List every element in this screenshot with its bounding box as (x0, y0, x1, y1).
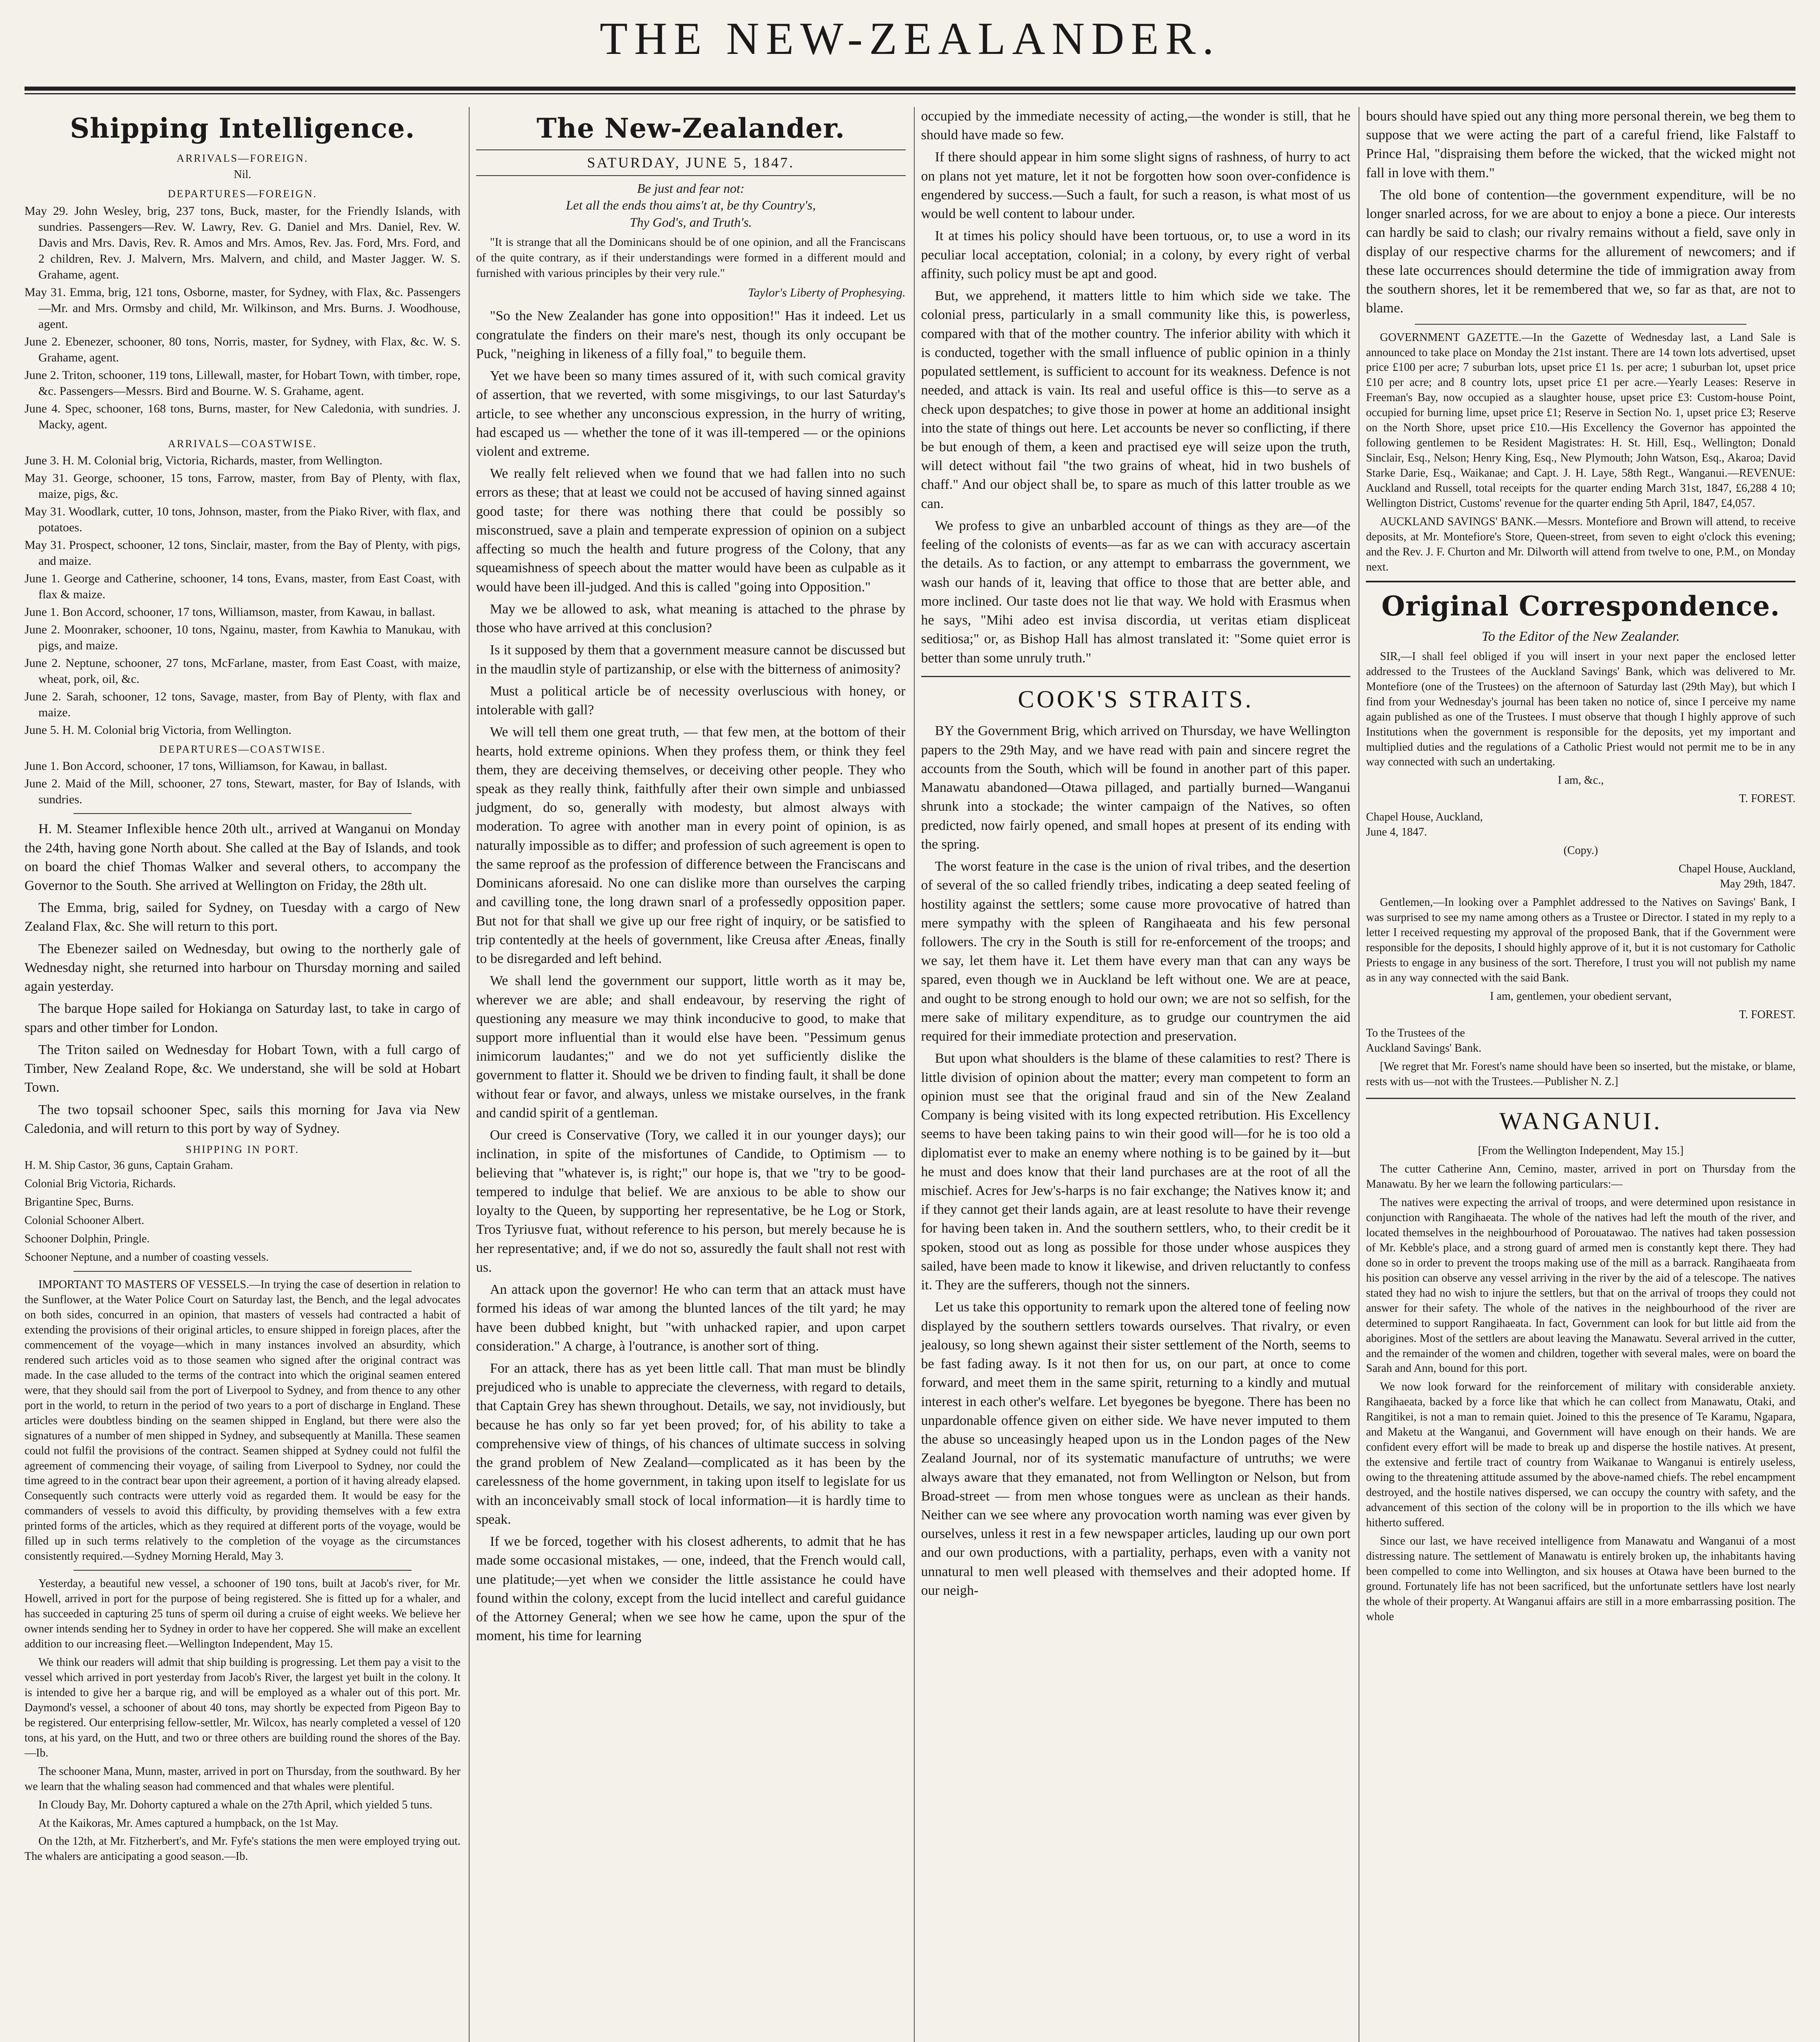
list-item: June 2. Ebenezer, schooner, 80 tons, Norris, master, for Sydney, with Flax, &c. W. S. Grahame, agent. (25, 334, 461, 364)
letter-signature: T. FOREST. (1739, 792, 1795, 805)
paragraph: The worst feature in the case is the union of rival tribes, and the desertion of several of the so called friendly tribes, indicating a deep seated feeling of hostility against the settlers; some cause more provocative of hatred than mere sympathy with the spleen of Rangihaeata and his few personal followers. The cry in the South is still for re-enforcement of the troops; and we say, let them have it. Let them have every man that can any ways be spared, even though we in Auckland be left without one. We are at peace, and ought to be strong enough to hold our own; we are not so selfish, for the mere sake of military expenditure, as to grudge our countrymen the aid required for their immediate protection and preservation. (921, 859, 1351, 1044)
paragraph: BY the Government Brig, which arrived on Thursday, we have Wellington papers to the 29th May, and we have read with pain and sincere regret the accounts from the South, which will be found in another part of this paper. Manawatu abandoned—Otawa pillaged, and partially burned—Wanganui shrunk into a stockade; the winter campaign of the Natives, so often predicted, now fairly opened, and small hopes at present of its ending with the spring. (921, 723, 1351, 852)
paragraph: If there should appear in him some slight signs of rashness, of hurry to act on plans not yet mature, let it not be forgotten how soon over-confidence is engendered by success.—Such a fault, for such a reason, is what most of us would be well content to labour under. (921, 149, 1351, 222)
paragraph: May we be allowed to ask, what meaning is attached to the phrase by those who have arrived at this conclusion? (476, 601, 906, 636)
letter-signature: T. FOREST. (1739, 1008, 1795, 1021)
paragraph: But, we apprehend, it matters little to him which side we take. The colonial press, particularly in a small community like this, is powerless, compared with that of the mother country. The inferior ability with which it is conducted, together with the small influence of public opinion in a thinly populated settlement, is sufficient to account for its weakness. Defence is not needed, and attack is vain. Its real and useful office is this—to serve as a check upon despatches; to give those in power at home an additional insight into the state of things out here. Let accounts be never so conflicting, if there be but enough of them, a keen and practised eye will seize upon the truth, will detect without fail "the two grains of wheat, hid in two bushels of chaff." And our object shall be, to spare as much of this latter trouble as we can. (921, 288, 1351, 511)
motto: Be just and fear not: Let all the ends thou aims't at, be thy Country's, Thy God's, and Truth's. (566, 181, 816, 230)
paragraph: Yesterday, a beautiful new vessel, a schooner of 190 tons, built at Jacob's river, for Mr. Howell, arrived in port for the purpose of being registered. She is fitted up for a whaler, and has succeeded in capturing 25 tuns of sperm oil during a cruise of eight weeks. We believe her owner intends sending her to Sydney in order to have her coppered. She will make an excellent addition to our increasing fleet.—Wellington Independent, May 15. (25, 1577, 461, 1651)
paragraph: Since our last, we have received intelligence from Manawatu and Wanganui of a most distressing nature. The settlement of Manawatu is entirely broken up, the inhabitants having been compelled to come into Wellington, and six houses at Otawa have been burned to the ground. Fortunately life has not been sacrificed, but the unfortunate settlers have lost nearly the whole of their property. At Wanganui affairs are still in a more embarrassing position. The whole (1366, 1534, 1795, 1623)
paragraph: The barque Hope sailed for Hokianga on Saturday last, to take in cargo of spars and other timber for London. (25, 1001, 461, 1035)
list-item: June 2. Triton, schooner, 119 tons, Lillewall, master, for Hobart Town, with timber, rope, &c. Passengers—Messrs. Bird and Bourne. W. S. Grahame, agent. (25, 368, 461, 398)
list-item: June 2. Sarah, schooner, 12 tons, Savage, master, from Bay of Plenty, with flax and maize. (25, 689, 461, 719)
paragraph: Is it supposed by them that a government measure cannot be discussed but in the maudlin style of partizanship, or else with the bitterness of animosity? (476, 642, 906, 677)
departures-coastwise-label: DEPARTURES—COASTWISE. (159, 743, 326, 755)
paragraph: We think our readers will admit that ship building is progressing. Let them pay a visit to the vessel which arrived in port yesterday from Jacob's River, the largest yet built in the colony. It is intended to give her a barque rig, and will be employed as a whaler out of this port. Mr. Daymond's vessel, a schooner of about 40 tons, may shortly be expected from Pigeon Bay to be registered. Our enterprising fellow-settler, Mr. Wilcox, has nearly completed a vessel of 120 tons, at his yard, on the Hutt, and two or three others are building round the shores of the Bay.—Ib. (25, 1656, 461, 1759)
list-item: June 2. Neptune, schooner, 27 tons, McFarlane, master, from East Coast, with maize, wheat, pork, oil, &c. (25, 656, 461, 686)
letter-addressee: To the Trustees of the Auckland Savings' Bank. (1366, 1026, 1481, 1054)
paragraph: It at times his policy should have been tortuous, or, to use a word in its peculiar local acceptation, colonial; in a colony, by every right of verbal affinity, such policy must be apt and good. (921, 228, 1351, 281)
list-item: May 31. George, schooner, 15 tons, Farrow, master, from Bay of Plenty, with flax, maize, pigs, &c. (25, 471, 461, 501)
list-item: Colonial Brig Victoria, Richards. (25, 1177, 176, 1190)
column-4 (1359, 107, 1795, 2042)
masthead (25, 0, 1795, 98)
paragraph: The natives were expecting the arrival of troops, and were determined upon resistance in conjunction with Rangihaeata. The whole of the natives had left the mouth of the river, and located themselves in the neighbourhood of Porouatawao. The natives had taken possession of Mr. Kebble's place, and a strong guard of armed men is constantly kept there. They had done so in order to prevent the troops making use of the mill as a barrack. Rangihaeata from his position can observe any vessel arriving in the river by the aid of a telescope. The natives stated they had no wish to injure the settlers, but that on the arrival of troops they could not answer for their safety. The whole of the natives in the neighbourhood of the river are determined to support Rangihaeata. In fact, Government can look for but little aid from the aborigines. Most of the settlers are about leaving the Manawatu. Several arrived in the cutter, and the remainder of the women and children, together with several males, were on board the Sarah and Ann, bound for this port. (1366, 1196, 1795, 1375)
list-item: June 2. Moonraker, schooner, 10 tons, Ngainu, master, from Kawhia to Manukau, with pigs, and maize. (25, 622, 461, 652)
list-item: June 2. Maid of the Mill, schooner, 27 tons, Stewart, master, for Bay of Islands, with sundries. (25, 777, 461, 807)
paragraph: For an attack, there has as yet been little call. That man must be blindly prejudiced who is unable to appreciate the cleverness, with regard to details, that Captain Grey has shewn throughout. Details, we say, not invidiously, but because he has only so far yet been proved; for, of his ability to take a comprehensive view of things, of his chances of ultimate success in solving the grand problem of New Zealand—complicated as it has been by the carelessness of the home government, in taking upon itself to legislate for us with an inconceivably small stock of local information—it is hardly time to speak. (476, 1361, 906, 1527)
correspondence-address: To the Editor of the New Zealander. (1481, 629, 1680, 644)
paragraph: The Triton sailed on Wednesday for Hobart Town, with a full cargo of Timber, New Zealand Rope, &c. We understand, she will be sold at Hobart Town. (25, 1042, 461, 1095)
list-item: June 1. Bon Accord, schooner, 17 tons, Williamson, for Kawau, in ballast. (25, 759, 388, 773)
copy-place: Chapel House, Auckland, May 29th, 1847. (1678, 863, 1795, 891)
paragraph: An attack upon the governor! He who can term that an attack must have formed his ideas of war among the blunted lances of the tilt yard; he may have been dubbed knight, but "with unhacked rapier, and upon carpet consideration." A charge, à l'outrance, is another sort of thing. (476, 1282, 906, 1354)
list-item: May 31. Emma, brig, 121 tons, Osborne, master, for Sydney, with Flax, &c. Passengers—Mr. and Mrs. Ormsby and child, Mr. Wilkinson, and Mrs. Burns. J. Woodhouse, agent. (25, 285, 461, 331)
paragraph: Let us take this opportunity to remark upon the altered tone of feeling now displayed by the southern settlers towards ourselves. That rivalry, or even jealousy, so long shewn against their sister settlement of the North, seems to be fast fading away. Is it not then for us, on our part, at once to come forward, and meet them in the same spirit, returning to a kindly and mutual interest in each other's welfare. Let byegones be byegone. There has been no unpardonable offence given on either side. We have never imputed to them the abuse so unceasingly heaped upon us in the London pages of the New Zealand Journal, nor of its systematic manufacture of untruths; we were always aware that they emanated, not from Wellington or Nelson, but from Broad-street — from men whose tongues were as unclean as their hands. Neither can we see where any provocation worth naming was ever given by ourselves, unless it rest in a few newspaper articles, lauding up our own port and our own productions, with a partiality, perhaps, even with a vanity not unnatural to men well pleased with themselves and their adopted home. If our neigh- (921, 1300, 1351, 1598)
paragraph: Yet we have been so many times assured of it, with such comical gravity of assertion, that we reverted, with some misgivings, to our last Saturday's article, to see whether any unconscious expression, in the hurry of writing, had escaped us — whether the tone of it was ill-tempered — or the opinions violent and extreme. (476, 368, 906, 459)
list-item: Colonial Schooner Albert. (25, 1214, 145, 1227)
cooks-straits-heading: COOK'S STRAITS. (921, 676, 1351, 716)
letter-closing: I am, &c., (1557, 774, 1604, 787)
column-3 (914, 107, 1351, 2042)
paragraph: occupied by the immediate necessity of acting,—the wonder is still, that he should have made so few. (921, 109, 1351, 143)
paragraph: We really felt relieved when we found that we had fallen into no such errors as these; that at least we could not be accused of having sinned against good taste; for there was nothing there that could be possibly so misconstrued, save a plain and temperate expression of opinion on a subject affecting so much the health and future progress of the Colony, that any squeamishness of speech about the matter would have been as culpable as it would have been ill-judged. And this is called "going into Opposition." (476, 466, 906, 595)
paragraph: bours should have spied out any thing more personal therein, we beg them to suppose that we were acting the part of a careful friend, like Falstaff to Prince Hal, "dispraising them before the wicked, that the wicked might not fall in love with them." (1366, 109, 1795, 181)
epigraph-quote: "It is strange that all the Dominicans should be of one opinion, and all the Franciscans of the quite contrary, as if their understandings were formed in a different mould and furnished with various principles by their very rule." (476, 236, 906, 280)
paragraph: We shall lend the government our support, little worth as it may be, wherever we are able; and shall endeavour, by reserving the right of questioning any measure we may think inconducive to good, to make that support more influential than it would else have been. "Pessimum genus inimicorum laudantes;" and we do not yet sufficiently dislike the government to flatter it. Should we be driven to finding fault, it shall be done without fear or favor, and always, unless we mistake ourselves, in the frank and candid spirit of a gentleman. (476, 973, 906, 1121)
epigraph-attribution: Taylor's Liberty of Prophesying. (748, 285, 906, 299)
divider (74, 1271, 412, 1272)
arrivals-foreign-value: Nil. (234, 168, 252, 181)
list-item: May 29. John Wesley, brig, 237 tons, Buck, master, for the Friendly Islands, with sundries. Passengers—Rev. W. Lawry, Rev. G. Daniel and Mrs. Daniel, Rev. W. Davis and Mrs. Davis, Rev. R. Amos and Mrs. Amos, Rev. Jas. Ford, Mrs. Ford, and 2 children, Rev. J. Malvern, Mrs. Malvern, and child, and Master Jagger. W. S. Grahame, agent. (25, 204, 461, 281)
masthead-title: THE NEW-ZEALANDER. (599, 13, 1221, 64)
important-notice: IMPORTANT TO MASTERS OF VESSELS.—In trying the case of desertion in relation to the Sunflower, at the Water Police Court on Saturday last, the Bench, and the legal advocates on both sides, concurred in an opinion, that masters of vessels had contracted a habit of extending the provisions of their original articles, to ensure shipped in foreign places, after the commencement of the voyage—which in many instances involved an absurdity, which rendered such articles void as to those seamen who signed after the original contract was made. In the case alluded to the terms of the contract into which the original seamen entered were, that they should sail from the port of Liverpool to Sydney, and from thence to any other port in the world, to return in the period of two years to a port of discharge in England. These articles were doubtless binding on the seamen shipped in England, but there were also the signatures of a number of men shipped in Sydney, and subsequently at Manilla. These seamen could not fulfil the provisions of the contract. Seamen shipped at Sydney could not fulfil the agreement of commencing their voyage, of sailing from Liverpool to Sydney, nor could the time agreed to in the contract bear upon their agreement, a portion of it having already elapsed. Consequently such contracts were utterly void as regarded them. It would be easy for the commanders of vessels to avoid this difficulty, by providing themselves with a few extra printed forms of the articles, which as they required at different ports of the voyage, would be filled up in such terms relatively to the completion of the voyage as the circumstances consistently required.—Sydney Morning Herald, May 3. (25, 1278, 461, 1563)
paragraph: At the Kaikoras, Mr. Ames captured a humpback, on the 1st May. (38, 1817, 339, 1830)
paragraph: The two topsail schooner Spec, sails this morning for Java via New Caledonia, and will return to this port by way of Sydney. (25, 1102, 461, 1136)
columns (25, 107, 1795, 2042)
savings-bank-notice: AUCKLAND SAVINGS' BANK.—Messrs. Montefiore and Brown will attend, to receive deposits, at Mr. Montefiore's Store, Queen-street, from seven to eight o'clock this evening; and the Rev. J. F. Churton and Mr. Dilworth will attend from twelve to one, P.M., on Monday next. (1366, 515, 1795, 573)
paragraph: The cutter Catherine Ann, Cemino, master, arrived in port on Thursday from the Manawatu. By her we learn the following particulars:— (1366, 1163, 1795, 1191)
publisher-note: [We regret that Mr. Forest's name should have been so inserted, but the mistake, or blame, rests with us—not with the Trustees.—Publisher N. Z.] (1366, 1060, 1795, 1088)
paragraph: We profess to give an unbarbled account of things as they are—of the feeling of the colonists of events—as far as we can with accuracy ascertain the details. As to faction, or any attempt to embarrass the government, we wash our hands of it, leaving that office to those that are better able, and more inclined. Our taste does not lie that way. We hold with Erasmus when he says, "Mihi adeo est invisa discordia, ut veritas etiam displiceat seditiosa;" or, as Bishop Hall has almost translated it: "Some quiet error is better than some unruly truth." (921, 518, 1351, 666)
paragraph: On the 12th, at Mr. Fitzherbert's, and Mr. Fyfe's stations the men were employed trying out. The whalers are anticipating a good season.—Ib. (25, 1835, 461, 1863)
list-item: Schooner Dolphin, Pringle. (25, 1233, 150, 1246)
paragraph: Our creed is Conservative (Tory, we called it in our younger days); our inclination, in spite of the misfortunes of Candide, to Optimism — to believing that "whatever is, is right;" our hope is, that we "try to be good-tempered to indulge that belief. We are anxious to be able to show our loyalty to the Queen, by supporting her representative, be he Log or Stork, Tros Tyriusve fuat, without reference to his person, but merely because he is her representative; and, if we do not so, assuredly the fault shall not rest with us. (476, 1128, 906, 1275)
list-item: June 5. H. M. Colonial brig Victoria, from Wellington. (25, 723, 292, 737)
column-2 (469, 107, 906, 2042)
paragraph: "So the New Zealander has gone into opposition!" Has it indeed. Let us congratulate the finders on their mare's nest, though its only occupant be Puck, "neighing in likeness of a filly foal," to beguile them. (476, 308, 906, 361)
editorial-heading: The New-Zealander. (537, 112, 845, 144)
list-item: Schooner Neptune, and a number of coasting vessels. (25, 1251, 269, 1264)
letter-body: Gentlemen,—In looking over a Pamphlet addressed to the Natives on Savings' Bank, I was surprised to see my name among others as a Trustee or Director. I stated in my reply to a letter I received requesting my approval of the proposed Bank, that if the Government were responsible for the deposits, I should highly approve of it, but it is not customary for Catholic Priests to engage in any business of the sort. Therefore, I trust you will not publish my name as in any way connected with the said Bank. (1366, 896, 1795, 984)
list-item: H. M. Ship Castor, 36 guns, Captain Graham. (25, 1159, 233, 1172)
wanganui-heading: WANGANUI. (1366, 1098, 1795, 1138)
paragraph: The old bone of contention—the government expenditure, will be no longer snarled across, for we are about to enjoy a bone a piece. Our interests can hardly be said to clash; our rivalry remains without a field, save only in display of our respective charms for the allurement of newcomers; and if these late occurrences should determine the tide of immigration away from the southern shores, let it be remembered that we, so far as that, are not to blame. (1366, 187, 1795, 316)
letter-closing: I am, gentlemen, your obedient servant, (1490, 990, 1672, 1003)
masthead-rule-thick (25, 87, 1795, 91)
copy-label: (Copy.) (1563, 844, 1598, 857)
list-item: June 1. George and Catherine, schooner, 14 tons, Evans, master, from East Coast, with flax & maize. (25, 571, 461, 601)
shipping-heading: Shipping Intelligence. (70, 112, 415, 144)
list-item: Brigantine Spec, Burns. (25, 1196, 134, 1209)
letter-place: Chapel House, Auckland, June 4, 1847. (1366, 811, 1483, 839)
dateline: SATURDAY, JUNE 5, 1847. (476, 149, 906, 176)
arrivals-foreign-label: ARRIVALS—FOREIGN. (176, 152, 309, 164)
in-port-label: SHIPPING IN PORT. (185, 1144, 299, 1156)
departures-foreign-label: DEPARTURES—FOREIGN. (167, 188, 317, 200)
paragraph: We now look forward for the reinforcement of military with considerable anxiety. Rangihaeata, backed by a force like that which he can collect from Manawatu, Otaki, and Rangitikei, is not a man to remain quiet. Joined to this the presence of Te Karamu, Ngapara, and Maketu at the Wanganui, and Government will have enough on their hands. We are confident every effort will be made to break up and disperse the hostile natives. At present, the extensive and fertile tract of country from Waikanae to Wanganui is entirely useless, owing to the threatening attitude assumed by the above-named chiefs. The rebel encampment destroyed, and the hostile natives dispersed, we can occupy the country with safety, and the advancement of this section of the colony will be in proportion to the ills which we have hitherto suffered. (1366, 1380, 1795, 1529)
divider (74, 813, 412, 814)
paragraph: We will tell them one great truth, — that few men, at the bottom of their hearts, hold extreme opinions. When they profess them, or think they feel them, they are deceiving themselves, or deceiving other people. They who speak as they really think, faithfully after their own simple and unbiassed judgment, do so, generally with modesty, but almost always with moderation. To agree with another man in every point of opinion, is as naturally impossible as to differ; and profession of such agreement is open to the same reproof as the profession of difference between the Franciscans and Dominicans aforesaid. No one can dislike more than ourselves the carping and cavilling tone, the long drawn snarl of a professedly opposition paper. But not for that shall we give up our free right of inquiry, or be satisfied to trip contentedly at the heels of government, like Creusa after Æneas, finally to be disregarded and left behind. (476, 725, 906, 967)
correspondence-heading: Original Correspondence. (1381, 590, 1780, 622)
list-item: May 31. Prospect, schooner, 12 tons, Sinclair, master, from the Bay of Plenty, with pigs, and maize. (25, 538, 461, 568)
paragraph: The Emma, brig, sailed for Sydney, on Tuesday with a cargo of New Zealand Flax, &c. She will return to this port. (25, 900, 461, 934)
list-item: June 1. Bon Accord, schooner, 17 tons, Williamson, master, from Kawau, in ballast. (25, 605, 435, 619)
column-1 (25, 107, 461, 2042)
masthead-rule-thin (25, 93, 1795, 94)
list-item: June 4. Spec, schooner, 168 tons, Burns, master, for New Caledonia, with sundries. J. Macky, agent. (25, 401, 461, 431)
paragraph: In Cloudy Bay, Mr. Dohorty captured a whale on the 27th April, which yielded 5 tuns. (38, 1798, 432, 1811)
wanganui-source: [From the Wellington Independent, May 15.] (1478, 1144, 1684, 1157)
list-item: June 3. H. M. Colonial brig, Victoria, Richards, master, from Wellington. (25, 453, 383, 467)
list-item: May 31. Woodlark, cutter, 10 tons, Johnson, master, from the Piako River, with flax, and potatoes. (25, 504, 461, 534)
letter-body: SIR,—I shall feel obliged if you will insert in your next paper the enclosed letter addressed to the Trustees of the Auckland Savings' Bank, which was delivered to Mr. Montefiore (one of the Trustees) on the afternoon of Saturday last (29th May), but which I find from your Wednesday's journal has been taken no notice of, since I perceive my name again published as one of the Trustees. I must observe that though I highly approve of such Institutions when the government is responsible for the deposits, yet my important and multiplied duties and the regulations of a Catholic Priest would not permit me to be in any way connected with such an undertaking. (1366, 650, 1795, 769)
divider (1415, 324, 1746, 325)
paragraph: If we be forced, together with his closest adherents, to admit that he has made some occasional mistakes, — one, indeed, that the French would call, une platitude;—yet when we consider the little assistance he could have found within the colony, except from the lucid intellect and careful guidance of the Attorney General; when we see how he came, upon the spur of the moment, his time for learning (476, 1534, 906, 1644)
divider (1366, 581, 1795, 582)
paragraph: Must a political article be of necessity overluscious with honey, or intolerable with gall? (476, 683, 906, 718)
paragraph: H. M. Steamer Inflexible hence 20th ult., arrived at Wanganui on Monday the 24th, having gone North about. She called at the Bay of Islands, and took on board the chief Thomas Walker and several others, to accompany the Governor to the South. She arrived at Wellington on Friday, the 28th ult. (25, 821, 461, 893)
government-gazette: GOVERNMENT GAZETTE.—In the Gazette of Wednesday last, a Land Sale is announced to take place on Monday the 21st instant. There are 14 town lots advertised, upset price £100 per acre; 7 suburban lots, upset price £1 1s. per acre; 1 suburban lot, upset price £10 per acre; and 8 country lots, upset price £1 per acre.—Yearly Leases: Reserve in Freeman's Bay, now occupied as a slaughter house, upset price £3: Custom-house Point, occupied for burning lime, upset price £1; Reserve in Section No. 1, upset price £3; Reserve on the North Shore, upset price £10.—His Excellency the Governor has appointed the following gentlemen to be Resident Magistrates: H. St. Hill, Esq., Wellington; Donald Sinclair, Esq., Nelson; Henry King, Esq., New Plymouth; John Watson, Esq., Akaroa; David Starke Darie, Esq., Waikanae; and Capt. J. H. Laye, 58th Regt., Wanganui.—REVENUE: Auckland and Russell, total receipts for the quarter ending March 31st, 1847, £6,288 4 10; Wellington District, Customs' revenue for the quarter ending 5th April, 1847, £4,057. (1366, 331, 1795, 510)
divider (74, 1570, 412, 1571)
paragraph: But upon what shoulders is the blame of these calamities to rest? There is little division of opinion about the matter; every man competent to form an opinion must see that the original fraud and sin of the New Zealand Company is being visited with its long expected retribution. His Excellency seems to have been taking pains to win their good will—for he is too old a diplomatist ever to make an enemy where nothing is to be gained by it—but he must and does know that their land purchases are at the root of all the mischief. Acres for Jew's-harps is no fair exchange; the Natives know it; and if they cannot get their lands again, are at least resolute to have their revenge for having been taken in. And the southern settlers, who, to their credit be it spoken, stood out as long as possible for those under whose auspices they sailed, have been made to know it likewise, and driven reluctantly to confess it. They are the sufferers, though not the sinners. (921, 1051, 1351, 1293)
arrivals-coastwise-label: ARRIVALS—COASTWISE. (168, 437, 317, 450)
paragraph: The Ebenezer sailed on Wednesday, but owing to the northerly gale of Wednesday night, she returned into harbour on Thursday morning and sailed again yesterday. (25, 941, 461, 994)
paragraph: The schooner Mana, Munn, master, arrived in port on Thursday, from the southward. By her we learn that the whaling season had commenced and that whales were plentiful. (25, 1765, 461, 1793)
